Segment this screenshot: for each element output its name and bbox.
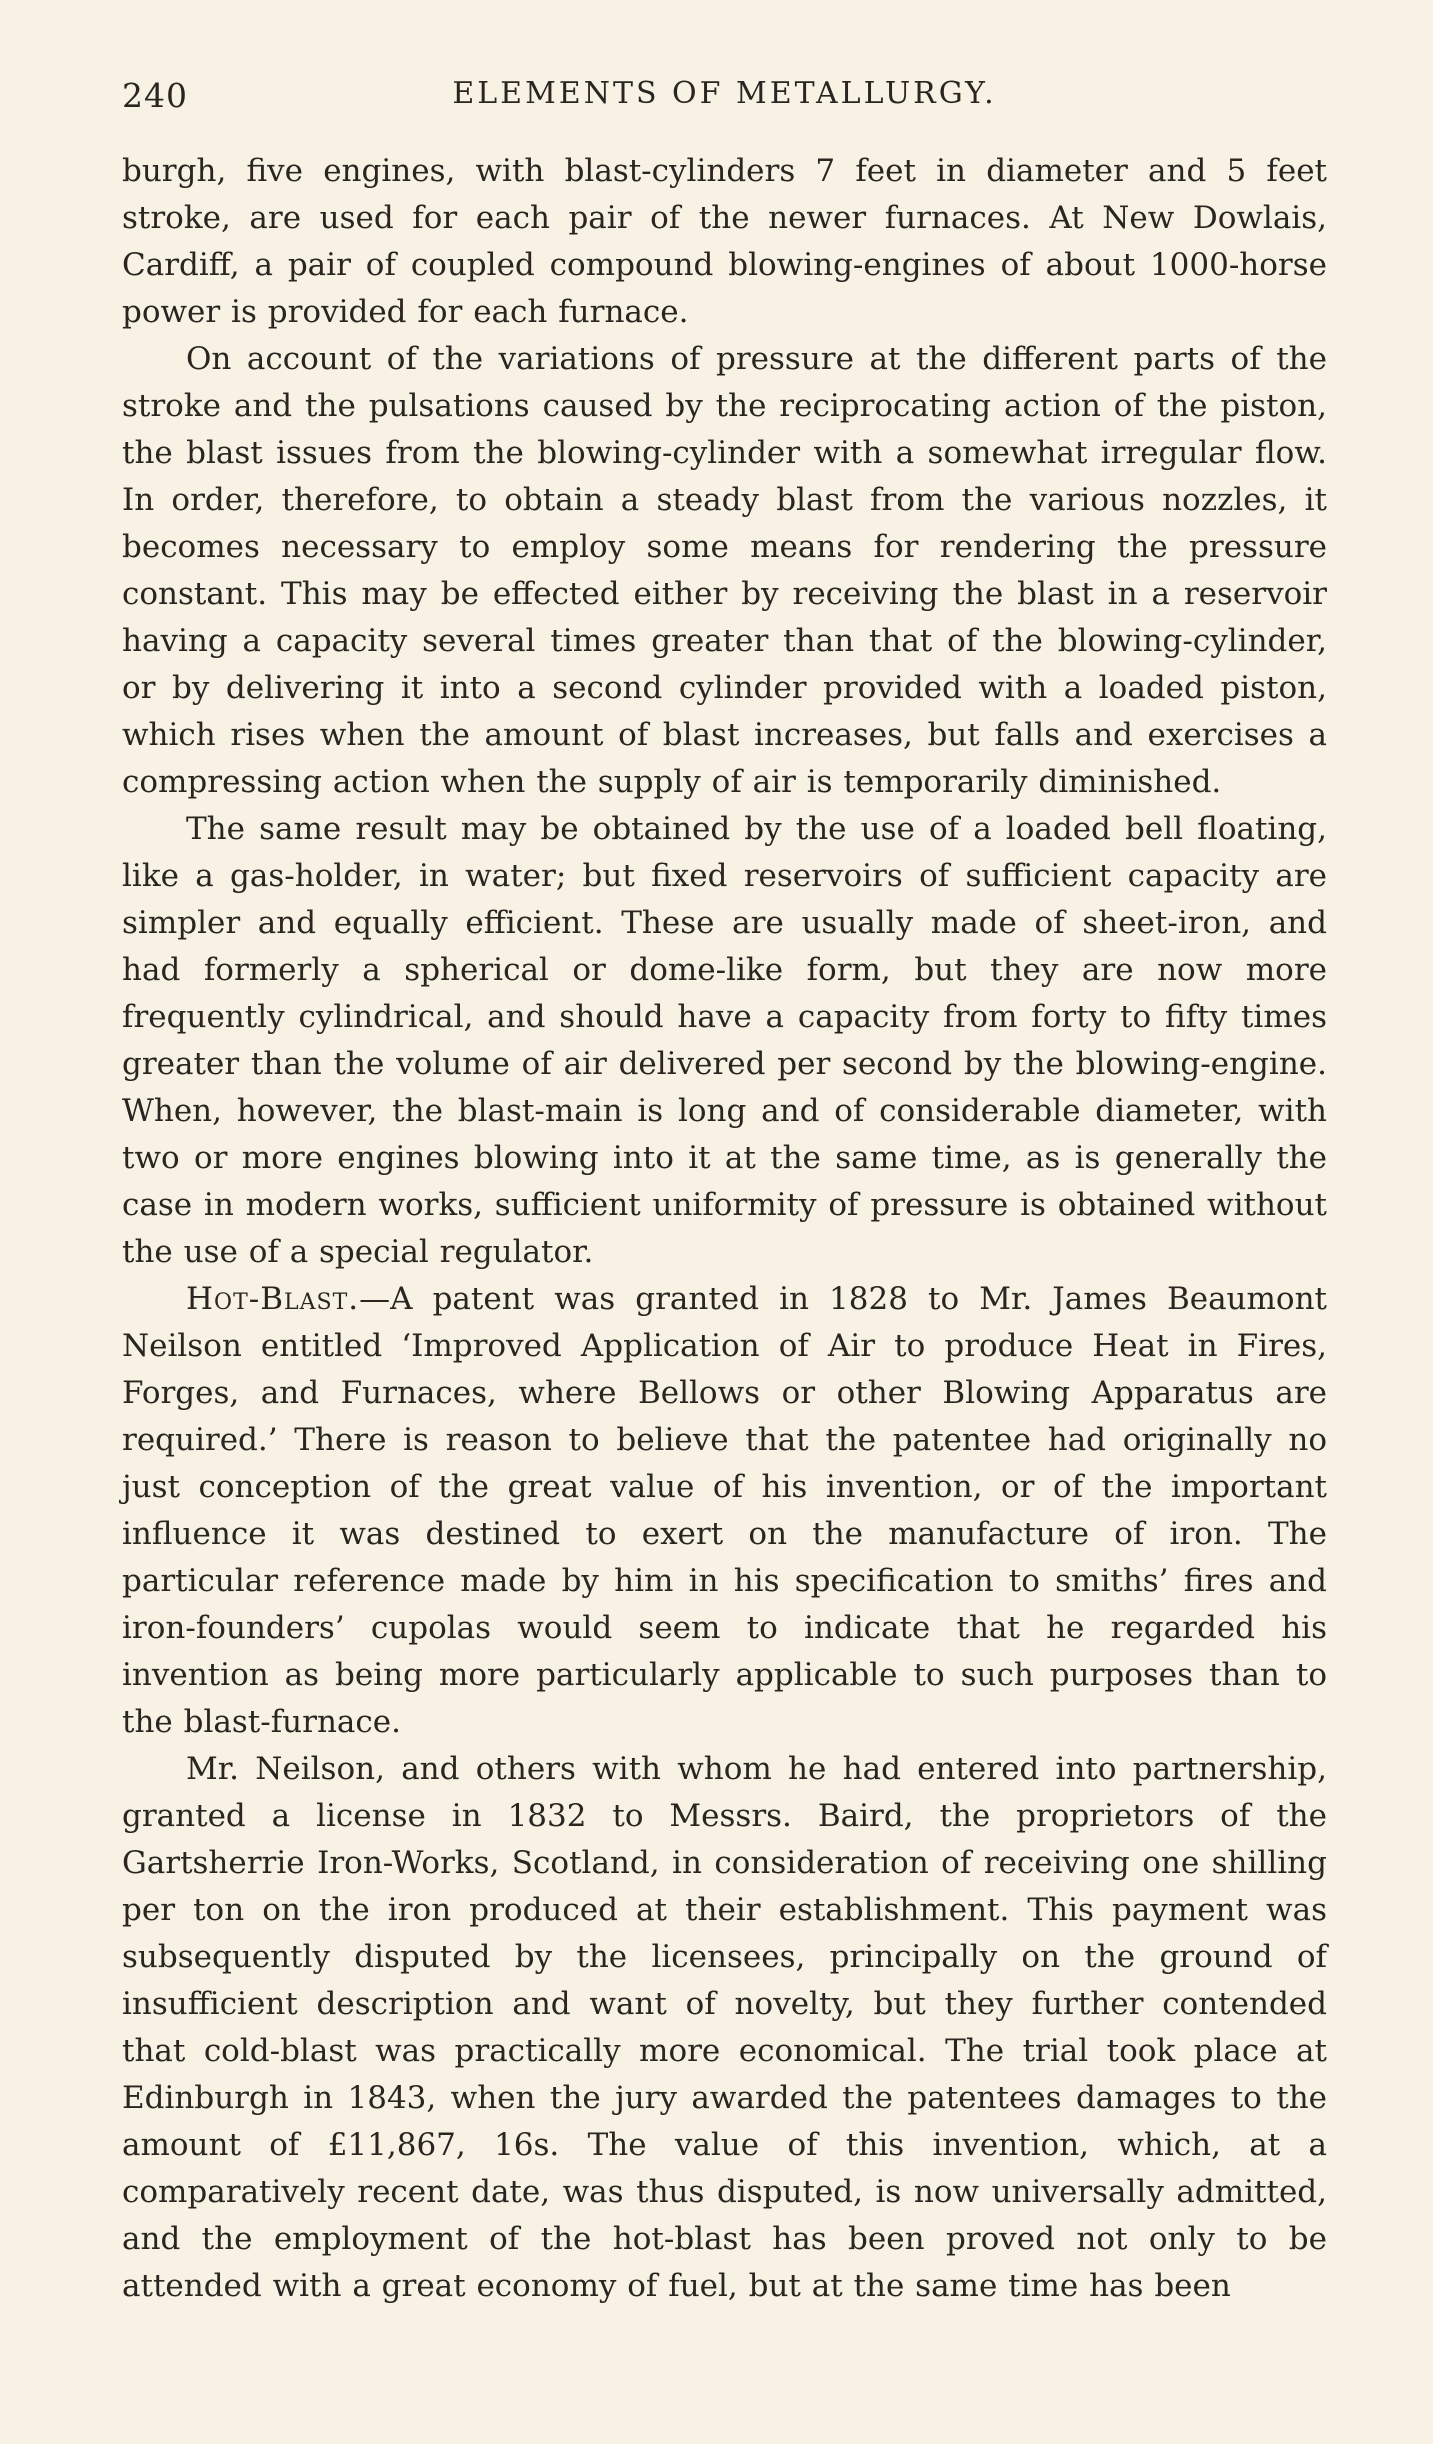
- paragraph-blowing-engines: [122, 148, 1327, 336]
- paragraph-text: On account of the variations of pressure at the different parts of the stroke and the pulsations caused by the reciprocating action of the piston, the blast issues from the blowing-cylinder with a somewhat irregular flow. In order, therefore, to obtain a steady blast from the various nozzles, it becomes necessary to employ some means for rendering the pressure constant. This may be effected either by receiving the blast in a reservoir having a capacity several times greater than that of the blowing-cylinder, or by delivering it into a second cylinder provided with a loaded piston, which rises when the amount of blast increases, but falls and exercises a compressing action when the supply of air is temporarily diminished.: [122, 341, 1327, 800]
- paragraph-reservoirs: [122, 806, 1327, 1276]
- page-header: [122, 76, 1327, 136]
- section-heading-hot-blast: Hot-Blast.: [186, 1281, 360, 1317]
- paragraph-text: The same result may be obtained by the use of a loaded bell floating, like a gas-holder, in water; but fixed reservoirs of sufficient capacity are simpler and equally efficient. These are usually made of sheet-iron, and had formerly a spherical or dome-like form, but they are now more frequently cylindrical, and should have a capacity from forty to fifty times greater than the volume of air delivered per second by the blowing-engine. When, however, the blast-main is long and of considerable diameter, with two or more engines blowing into it at the same time, as is generally the case in modern works, sufficient uniformity of pressure is obtained without the use of a special regulator.: [122, 811, 1327, 1270]
- page-number: 240: [122, 76, 188, 115]
- paragraph-pressure-variations: [122, 336, 1327, 806]
- body-text: [122, 148, 1327, 2310]
- paragraph-neilson-license: [122, 1746, 1327, 2310]
- paragraph-text: —A patent was granted in 1828 to Mr. James Beaumont Neilson entitled ‘Improved Application of Air to produce Heat in Fires, Forges, and Furnaces, where Bellows or other Blowing Apparatus are required.’ There is reason to believe that the patentee had originally no just conception of the great value of his invention, or of the important influence it was destined to exert on the manufacture of iron. The particular reference made by him in his specification to smiths’ fires and iron-founders’ cupolas would seem to indicate that he regarded his invention as being more particularly applicable to such purposes than to the blast-furnace.: [122, 1281, 1327, 1740]
- paragraph-text: burgh, five engines, with blast-cylinders 7 feet in diameter and 5 feet stroke, are used for each pair of the newer furnaces. At New Dowlais, Cardiff, a pair of coupled compound blowing-engines of about 1000-horse power is provided for each furnace.: [122, 153, 1327, 330]
- running-title: ELEMENTS OF METALLURGY.: [452, 76, 997, 111]
- paragraph-hot-blast: [122, 1276, 1327, 1746]
- paragraph-text: Mr. Neilson, and others with whom he had entered into partnership, granted a license in 1832 to Messrs. Baird, the proprietors of the Gartsherrie Iron-Works, Scotland, in consideration of receiving one shilling per ton on the iron produced at their establishment. This payment was subsequently disputed by the licensees, principally on the ground of insufficient description and want of novelty, but they further contended that cold-blast was practically more economical. The trial took place at Edinburgh in 1843, when the jury awarded the patentees damages to the amount of £11,867, 16s. The value of this invention, which, at a comparatively recent date, was thus disputed, is now universally admitted, and the employment of the hot-blast has been proved not only to be attended with a great economy of fuel, but at the same time has been: [122, 1751, 1327, 2304]
